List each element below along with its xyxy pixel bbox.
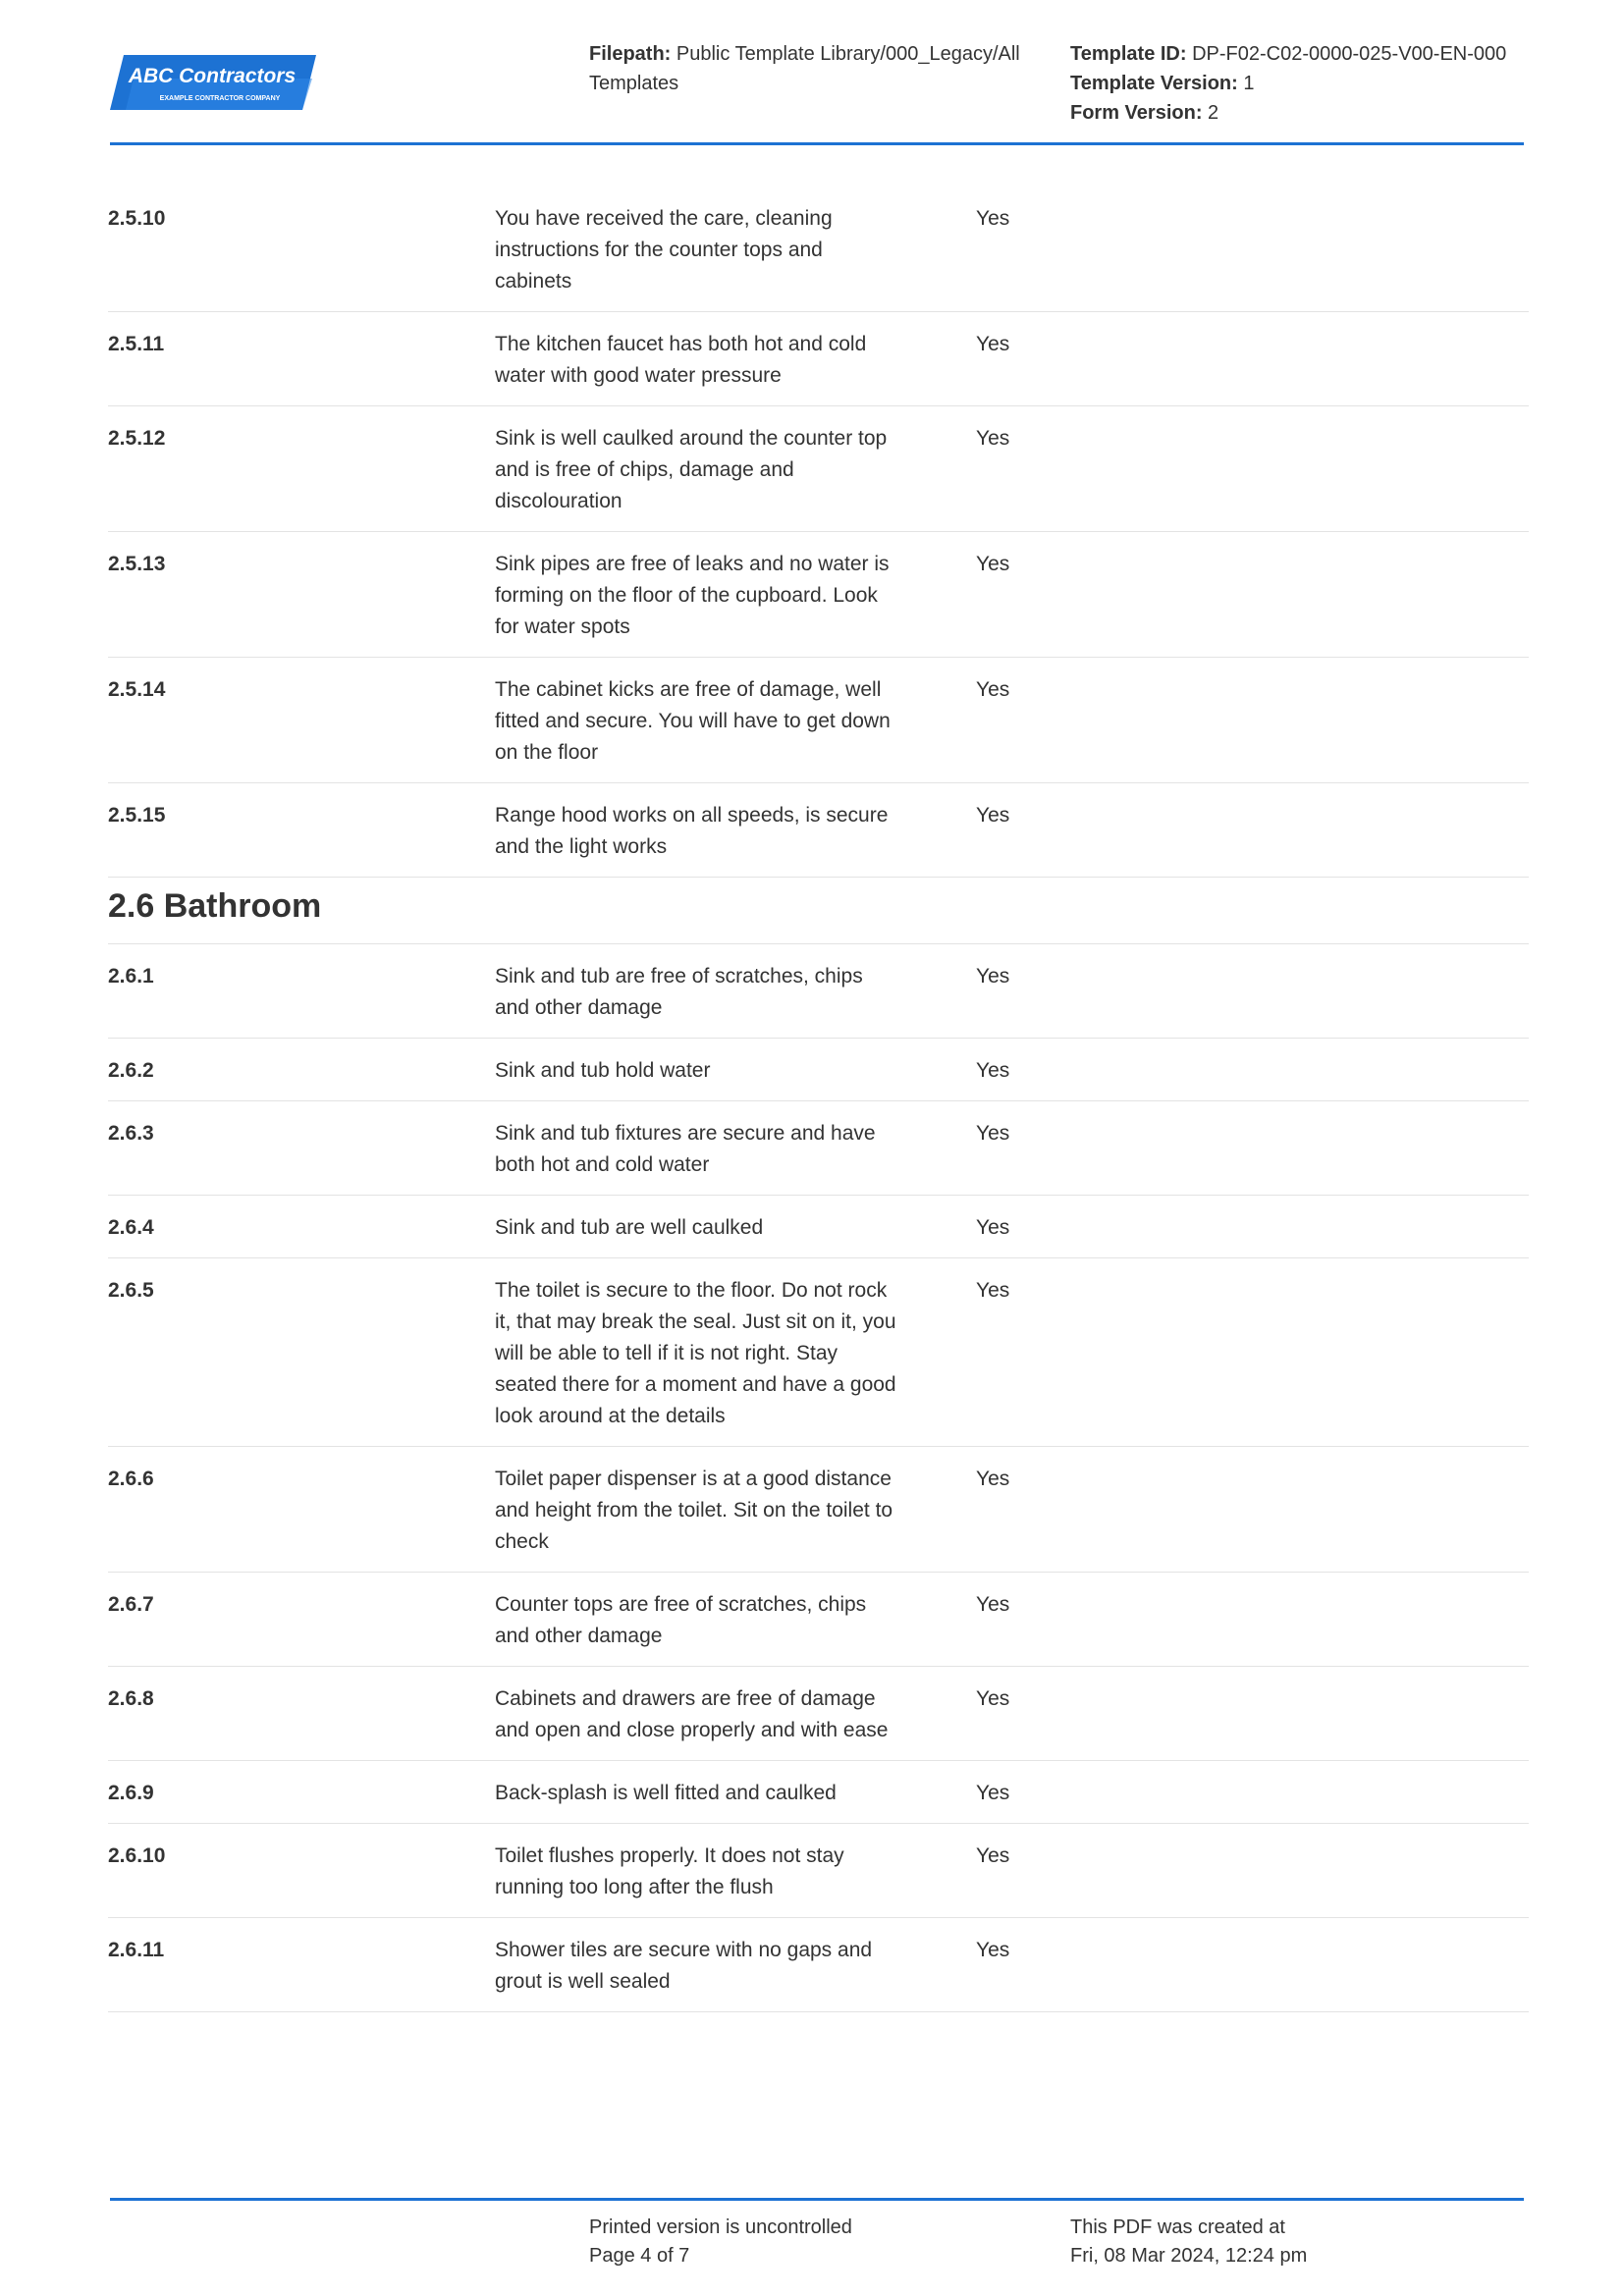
item-answer: Yes xyxy=(976,1059,1010,1082)
item-text: The toilet is secure to the floor. Do not rock it, that may break the seal. Just sit on it, you will be able to tell if it is not right. Stay seated there for a moment and have a good look around at the details xyxy=(495,1279,896,1427)
item-answer: Yes xyxy=(976,804,1010,827)
table-row xyxy=(108,406,1529,532)
item-number: 2.5.13 xyxy=(108,553,166,575)
item-number: 2.6.2 xyxy=(108,1059,154,1082)
table-row xyxy=(108,1039,1529,1101)
item-number: 2.6.6 xyxy=(108,1468,154,1490)
item-answer: Yes xyxy=(976,1468,1010,1490)
item-number: 2.6.1 xyxy=(108,965,154,988)
item-text: Back-splash is well fitted and caulked xyxy=(495,1782,837,1804)
table-row xyxy=(108,1258,1529,1447)
item-number: 2.5.14 xyxy=(108,678,166,701)
item-number: 2.6.5 xyxy=(108,1279,154,1302)
item-text: Toilet paper dispenser is at a good distance and height from the toilet. Sit on the toilet to check xyxy=(495,1468,893,1553)
item-text: Range hood works on all speeds, is secure and the light works xyxy=(495,804,889,858)
item-text: Sink and tub are free of scratches, chips and other damage xyxy=(495,965,863,1019)
item-answer: Yes xyxy=(976,1687,1010,1710)
form-version-label: Form Version: xyxy=(1070,102,1203,124)
table-row xyxy=(108,1824,1529,1918)
company-logo xyxy=(110,53,316,114)
item-text: The kitchen faucet has both hot and cold water with good water pressure xyxy=(495,333,867,387)
footer-created-info xyxy=(1070,2214,1307,2270)
item-text: Shower tiles are secure with no gaps and grout is well sealed xyxy=(495,1939,873,1993)
item-answer: Yes xyxy=(976,207,1010,230)
item-number: 2.6.9 xyxy=(108,1782,154,1804)
table-row xyxy=(108,944,1529,1039)
item-answer: Yes xyxy=(976,1844,1010,1867)
template-version-label: Template Version: xyxy=(1070,73,1238,94)
item-answer: Yes xyxy=(976,427,1010,450)
item-text: You have received the care, cleaning instructions for the counter tops and cabinets xyxy=(495,207,833,293)
filepath-block xyxy=(589,39,1051,98)
filepath-label: Filepath: xyxy=(589,43,672,65)
item-text: Toilet flushes properly. It does not stay running too long after the flush xyxy=(495,1844,844,1898)
item-answer: Yes xyxy=(976,1216,1010,1239)
table-row xyxy=(108,1573,1529,1667)
template-info-block xyxy=(1070,39,1532,128)
table-row xyxy=(108,1447,1529,1573)
item-number: 2.6.11 xyxy=(108,1939,165,1961)
item-answer: Yes xyxy=(976,1279,1010,1302)
item-number: 2.5.11 xyxy=(108,333,165,355)
table-row xyxy=(108,1761,1529,1824)
item-answer: Yes xyxy=(976,1782,1010,1804)
item-answer: Yes xyxy=(976,678,1010,701)
bathroom-rows xyxy=(108,944,1529,2012)
logo-name: ABC Contractors xyxy=(128,65,297,87)
item-answer: Yes xyxy=(976,553,1010,575)
form-version-value: 2 xyxy=(1208,102,1219,124)
item-text: Sink and tub fixtures are secure and have both hot and cold water xyxy=(495,1122,876,1176)
item-number: 2.5.15 xyxy=(108,804,166,827)
footer-divider xyxy=(110,2198,1524,2201)
table-row xyxy=(108,1918,1529,2012)
template-id-value: DP-F02-C02-0000-025-V00-EN-000 xyxy=(1192,43,1507,65)
page-header xyxy=(110,39,1524,143)
table-row xyxy=(108,658,1529,783)
item-number: 2.6.3 xyxy=(108,1122,154,1145)
table-row xyxy=(108,1101,1529,1196)
item-answer: Yes xyxy=(976,965,1010,988)
item-text: Sink and tub are well caulked xyxy=(495,1216,764,1239)
printed-notice: Printed version is uncontrolled xyxy=(589,2216,852,2238)
item-number: 2.5.10 xyxy=(108,207,166,230)
item-number: 2.6.10 xyxy=(108,1844,166,1867)
logo-tagline: EXAMPLE CONTRACTOR COMPANY xyxy=(159,95,281,102)
item-answer: Yes xyxy=(976,1593,1010,1616)
item-text: The cabinet kicks are free of damage, well fitted and secure. You will have to get down on the floor xyxy=(495,678,891,764)
page-number: Page 4 of 7 xyxy=(589,2245,690,2267)
created-date: Fri, 08 Mar 2024, 12:24 pm xyxy=(1070,2245,1308,2267)
item-number: 2.6.8 xyxy=(108,1687,154,1710)
table-row xyxy=(108,1196,1529,1258)
item-number: 2.5.12 xyxy=(108,427,166,450)
table-row xyxy=(108,1667,1529,1761)
item-answer: Yes xyxy=(976,1939,1010,1961)
section-title: 2.6 Bathroom xyxy=(108,878,1529,944)
table-row xyxy=(108,783,1529,878)
footer-print-info xyxy=(589,2214,852,2270)
checklist-content xyxy=(108,187,1529,2012)
template-version-value: 1 xyxy=(1243,73,1255,94)
item-text: Counter tops are free of scratches, chips and other damage xyxy=(495,1593,867,1647)
item-text: Cabinets and drawers are free of damage and open and close properly and with ease xyxy=(495,1687,889,1741)
table-row xyxy=(108,187,1529,312)
item-text: Sink and tub hold water xyxy=(495,1059,711,1082)
item-number: 2.6.4 xyxy=(108,1216,154,1239)
template-id-label: Template ID: xyxy=(1070,43,1187,65)
item-text: Sink is well caulked around the counter top and is free of chips, damage and discolouration xyxy=(495,427,888,512)
kitchen-rows xyxy=(108,187,1529,878)
item-answer: Yes xyxy=(976,1122,1010,1145)
header-divider xyxy=(110,142,1524,145)
table-row xyxy=(108,312,1529,406)
item-answer: Yes xyxy=(976,333,1010,355)
filepath-value: Public Template Library/000_Legacy/All Templates xyxy=(589,43,1020,94)
table-row xyxy=(108,532,1529,658)
item-text: Sink pipes are free of leaks and no water is forming on the floor of the cupboard. Look for water spots xyxy=(495,553,890,638)
created-label: This PDF was created at xyxy=(1070,2216,1285,2238)
item-number: 2.6.7 xyxy=(108,1593,154,1616)
